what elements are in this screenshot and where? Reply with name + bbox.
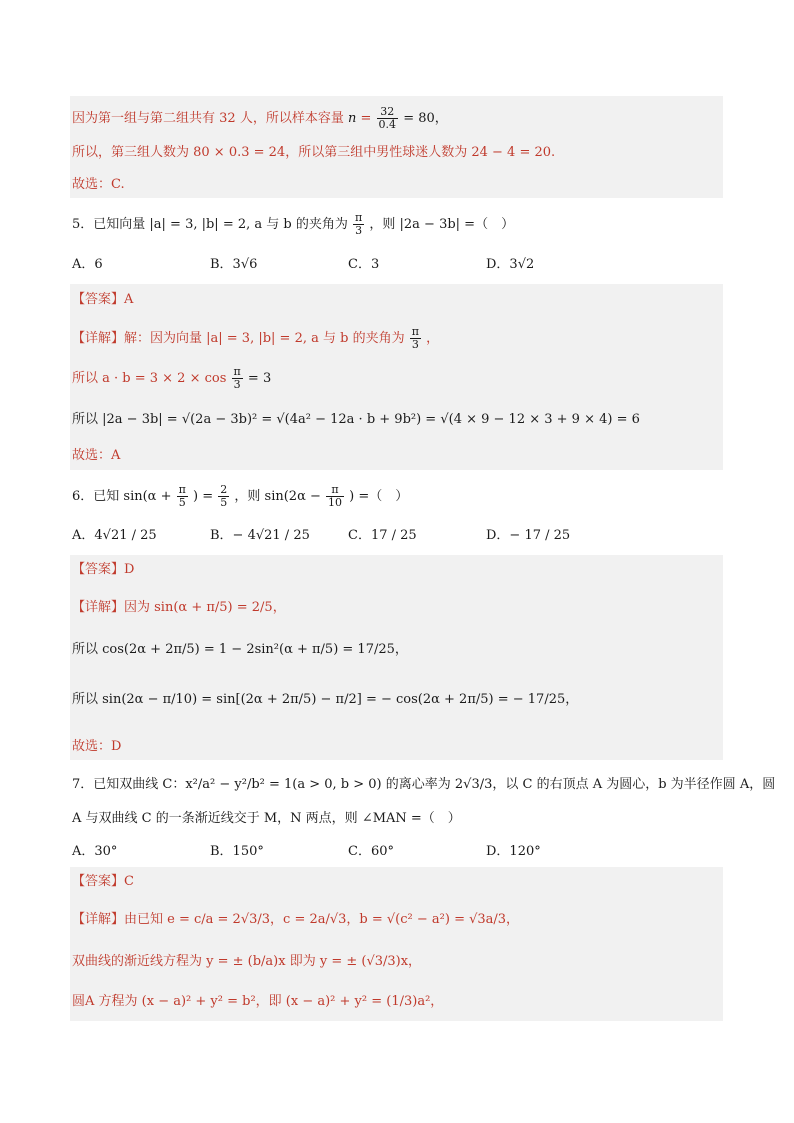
q7-stem-line1: 7．已知双曲线 C：x²/a² − y²/b² = 1(a > 0, b > 0) 的离心率为 2√3/3，以 C 的右顶点 A 为圆心，b 为半径作圆 A，圆 [72,777,776,792]
q5-detail [72,326,439,351]
q5-detail-angle-num: π [411,325,419,338]
q5-step2: 所以 |2a − 3b| = √(2a − 3b)² = √(4a² − 12a · b + 9b²) = √(4 × 9 − 12 × 3 + 9 × 4) = 6 [72,412,640,427]
q5-answer: 【答案】A [72,292,134,307]
q6-stem-mid: ) = [193,489,214,504]
q6-option-d: D．− 17 / 25 [486,528,571,543]
sol4-line1-text: 因为第一组与第二组共有 [72,111,216,126]
q7-detail: 【详解】由已知 e = c/a = 2√3/3，c = 2a/√3，b = √(c² − a²) = √3a/3， [72,912,520,927]
q7-step2: 圆A 方程为 (x − a)² + y² = b²，即 (x − a)² + y² = (1/3)a²， [72,994,444,1009]
q5-conclusion: 故选：A [72,448,121,463]
sol4-count: 32 [219,111,236,126]
q6-f1-den: 5 [178,496,186,509]
q6-conclusion: 故选：D [72,739,122,754]
q6-step2: 所以 sin(2α − π/10) = sin[(2α + 2π/5) − π/2] = − cos(2α + 2π/5) = − 17/25， [72,692,579,707]
sol4-frac-num: 32 [377,106,399,119]
q6-option-c: C．17 / 25 [348,528,417,543]
q6-option-a: A．4√21 / 25 [72,528,157,543]
q7-option-b: B．150° [210,844,264,859]
q5-stem-post: ，则 |2a − 3b| =（ ） [369,217,515,232]
q5-step1 [72,366,271,391]
q5-option-c: C．3 [348,257,380,272]
q6-f3-den: 10 [328,496,343,509]
q6-detail: 【详解】因为 sin(α + π/5) = 2/5， [72,600,286,615]
q6-f3-num: π [326,484,344,497]
sol4-line1-post: = 80， [403,111,448,126]
q5-step1-angle-den: 3 [233,378,241,391]
q6-answer: 【答案】D [72,562,135,577]
sol4-line1-mid: 人，所以样本容量 [239,111,344,126]
q5-detail-post: ， [426,331,440,346]
q5-detail-pre: 【详解】解：因为向量 |a| = 3, |b| = 2, a 与 b 的夹角为 [72,331,405,346]
q5-option-b: B．3√6 [210,257,258,272]
q5-stem [72,212,514,237]
q6-step1: 所以 cos(2α + 2π/5) = 1 − 2sin²(α + π/5) = 17/25， [72,642,408,657]
q5-option-d: D．3√2 [486,257,535,272]
q5-angle-den: 3 [355,224,363,237]
q5-step1-pre: 所以 a · b = 3 × 2 × cos [72,371,227,386]
q5-step1-angle-num: π [233,365,241,378]
q7-answer: 【答案】C [72,874,134,889]
q7-option-c: C．60° [348,844,394,859]
q6-stem [72,484,408,509]
q6-f2-den: 5 [220,496,228,509]
q7-step1: 双曲线的渐近线方程为 y = ± (b/a)x 即为 y = ± (√3/3)x， [72,954,422,969]
q6-stem-pre: 6．已知 sin(α + [72,489,172,504]
q5-option-a: A．6 [72,257,103,272]
q5-step1-post: = 3 [247,371,272,386]
q6-stem-post: ) =（ ） [349,489,409,504]
q7-option-a: A．30° [72,844,118,859]
q6-stem-mid2: ，则 sin(2α − [234,489,321,504]
sol4-line1: 因为第一组与第二组共有 32 人，所以样本容量 n = $\frac{32}{0.4}$ = 80， [72,105,448,131]
q5-angle-num: π [355,211,363,224]
q6-f1-num: π [178,483,186,496]
q5-stem-pre: 5．已知向量 |a| = 3, |b| = 2, a 与 b 的夹角为 [72,217,348,232]
sol4-line2: 所以，第三组人数为 80 × 0.3 = 24，所以第三组中男性球迷人数为 24 − 4 = 20. [72,145,556,160]
q6-option-b: B．− 4√21 / 25 [210,528,310,543]
q6-f2-num: 2 [220,483,228,496]
q7-option-d: D．120° [486,844,541,859]
sol4-frac-den: 0.4 [378,118,397,131]
sol4-conclusion: 故选：C. [72,177,125,192]
q7-stem-line2: A 与双曲线 C 的一条渐近线交于 M，N 两点，则 ∠MAN =（ ） [72,811,461,826]
q5-detail-angle-den: 3 [411,338,419,351]
